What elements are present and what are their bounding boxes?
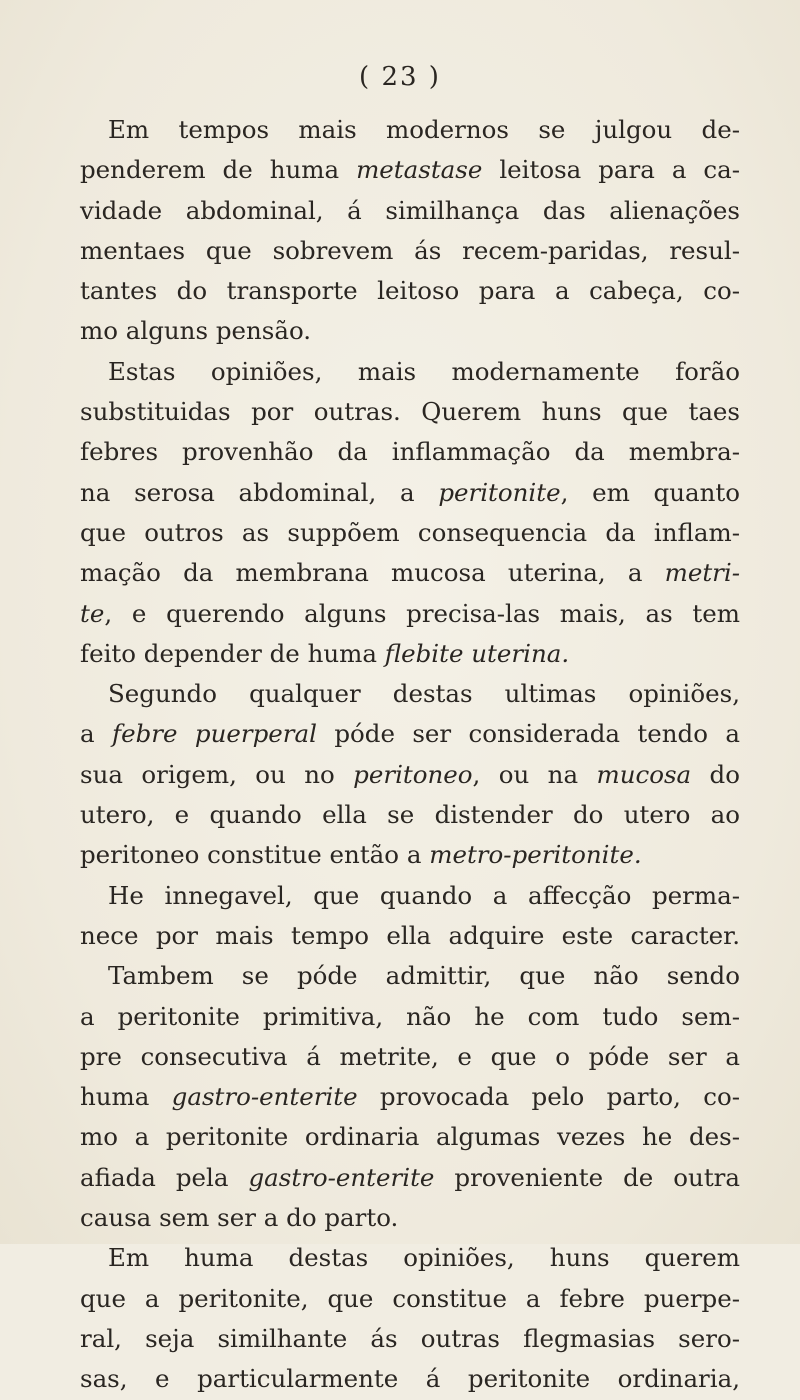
text-line [80,231,740,271]
italic-term: peritoneo [353,759,473,789]
text-run: a peritonite primitiva, não he com tudo sem- [80,1001,740,1031]
text-run: que a peritonite, que constitue a febre puerpe- [80,1283,740,1313]
text-run: tantes do transporte leitoso para a cabeça, co- [80,276,740,306]
text-run: feito depender de huma [80,638,385,668]
text-run: huma [80,1082,172,1112]
text-line [80,1279,740,1319]
text-run: mo alguns pensão. [80,316,312,346]
italic-term: febre puerperal [112,719,317,749]
italic-term: flebite uterina. [384,638,570,668]
italic-term: metri- [664,558,740,588]
text-run: póde ser considerada tendo a [316,719,740,749]
text-line [80,150,740,190]
text-run: , ou na [472,759,597,789]
italic-term: te [80,598,105,628]
page-number: ( 23 ) [359,62,441,92]
body-text [80,110,740,1400]
text-run: pre consecutiva á metrite, e que o póde ser a [80,1041,740,1071]
text-run: a [80,719,113,749]
text-line [80,553,740,593]
text-line [80,1158,740,1198]
text-run: mação da membrana mucosa uterina, a [80,558,665,588]
italic-term: gastro-enterite [248,1162,435,1192]
text-run: nece por mais tempo ella adquire este caracter. [80,920,740,950]
text-run: leitosa para a ca- [482,155,741,185]
text-line [80,714,740,754]
text-line [80,1238,740,1278]
text-run: proveniente de outra [434,1162,740,1192]
text-run: He innegavel, que quando a affecção perma- [108,880,740,910]
italic-term: mucosa [596,759,692,789]
text-run: utero, e quando ella se distender do utero ao [80,800,740,830]
text-line [80,352,740,392]
text-run: na serosa abdominal, a [80,477,439,507]
text-line [80,1359,740,1399]
text-run: ral, seja similhante ás outras flegmasias sero- [80,1323,740,1353]
text-line [80,392,740,432]
text-run: provocada pelo parto, co- [357,1082,740,1112]
text-line [80,674,740,714]
text-run: que outros as suppõem consequencia da inflam- [80,517,740,547]
text-line [80,513,740,553]
text-run: , e querendo alguns precisa-las mais, as tem [104,598,740,628]
text-line [80,473,740,513]
text-run: causa sem ser a do parto. [80,1203,399,1233]
italic-term: metastase [356,155,483,185]
text-line [80,795,740,835]
text-run: Tambem se póde admittir, que não sendo [108,961,740,991]
text-line [80,1077,740,1117]
text-line [80,755,740,795]
text-line [80,835,740,875]
text-line [80,1117,740,1157]
text-run: substituidas por outras. Querem huns que taes [80,397,740,427]
text-line [80,956,740,996]
text-line [80,1319,740,1359]
text-line [80,876,740,916]
text-line [80,1037,740,1077]
text-run: vidade abdominal, á similhança das alienações [80,195,740,225]
text-run: mo a peritonite ordinaria algumas vezes he des- [80,1122,740,1152]
text-line [80,271,740,311]
italic-term: peritonite [438,477,561,507]
text-run: afiada pela [80,1162,249,1192]
text-run: penderem de huma [80,155,357,185]
text-run: , em quanto [560,477,740,507]
italic-term: gastro-enterite [171,1082,358,1112]
text-run: do [691,759,740,789]
text-run: febres provenhão da inflammação da membra- [80,437,740,467]
text-line [80,311,740,351]
text-line [80,432,740,472]
text-line [80,1198,740,1238]
text-run: mentaes que sobrevem ás recem-paridas, resul- [80,235,740,265]
text-run: Em tempos mais modernos se julgou de- [108,115,740,144]
text-line [80,191,740,231]
text-run: Segundo qualquer destas ultimas opiniões, [108,679,740,709]
text-line [80,916,740,956]
text-line [80,997,740,1037]
text-line [80,110,740,150]
text-run: peritoneo constitue então a [80,840,430,870]
text-line [80,634,740,674]
text-run: sas, e particularmente á peritonite ordinaria, [80,1364,740,1394]
text-line [80,594,740,634]
italic-term: metro-peritonite. [429,840,642,870]
text-run: Em huma destas opiniões, huns querem [108,1243,740,1273]
text-run: sua origem, ou no [80,759,354,789]
text-run: Estas opiniões, mais modernamente forão [108,356,740,386]
